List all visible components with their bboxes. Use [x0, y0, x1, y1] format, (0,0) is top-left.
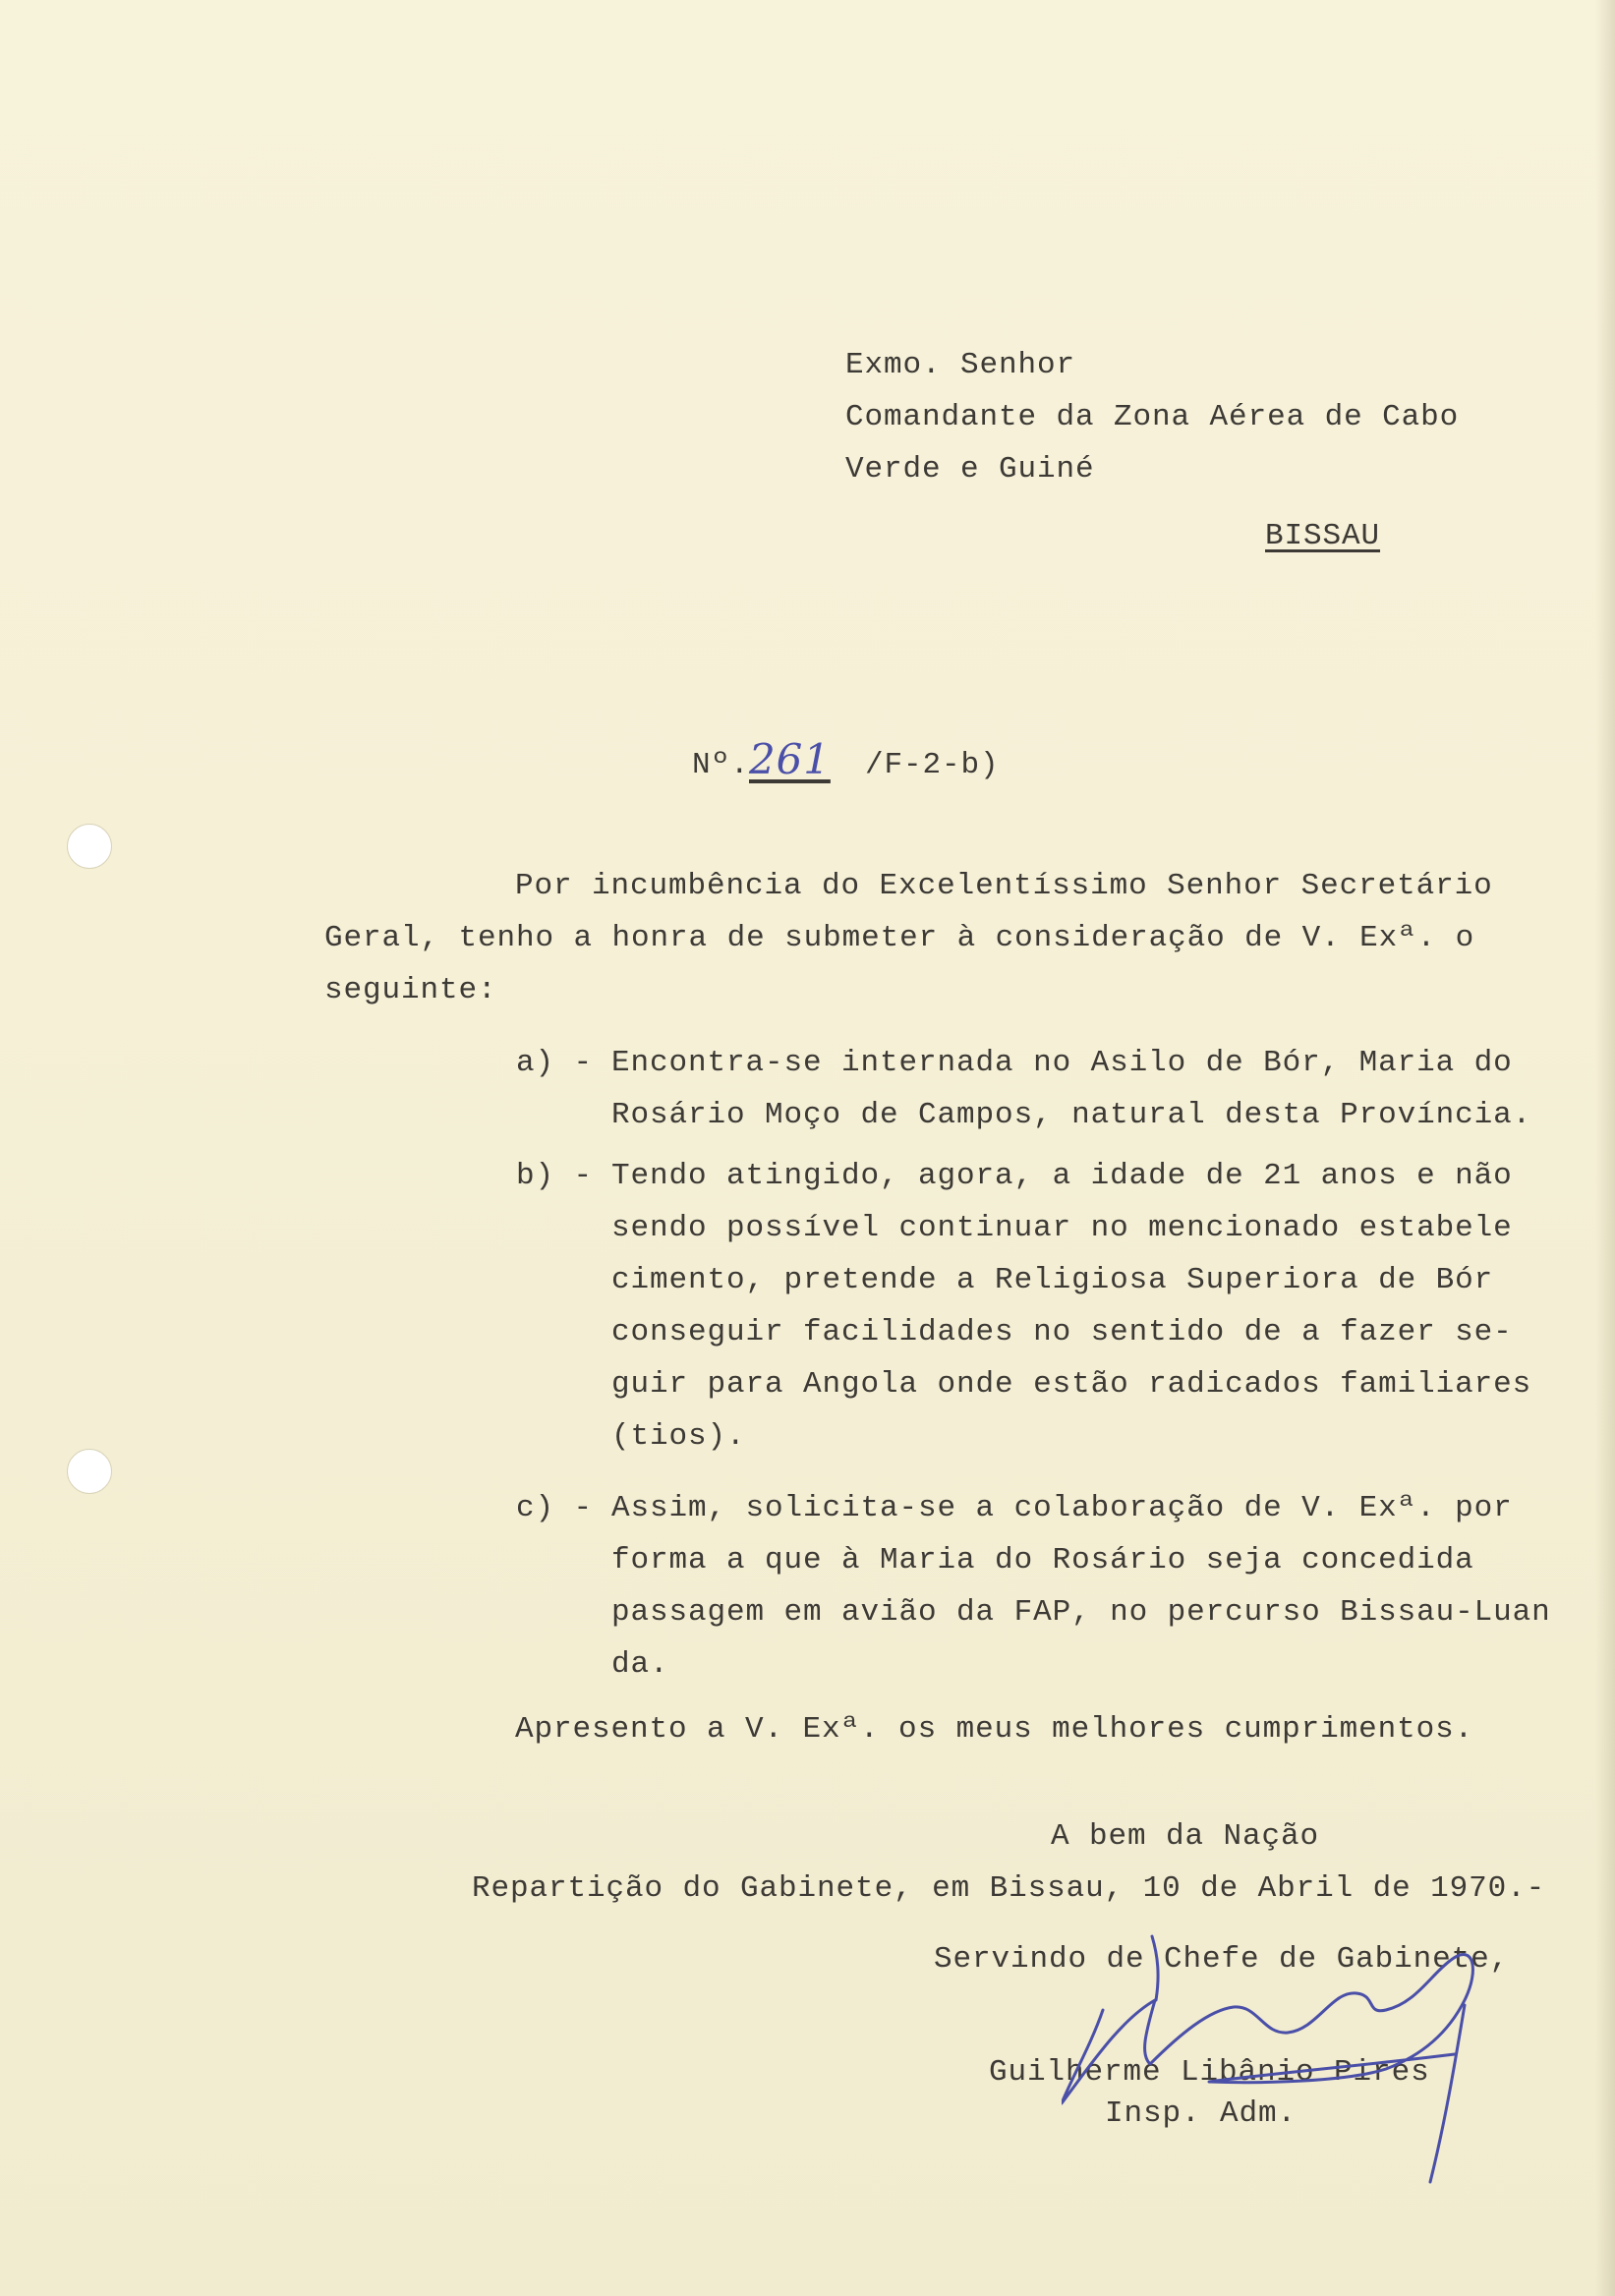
signatory-name: Guilherme Libânio Pires	[989, 2055, 1430, 2090]
item-line: Encontra-se internada no Asilo de Bór, Maria do	[611, 1046, 1513, 1080]
handwritten-signature	[1062, 1917, 1573, 2192]
item-line: (tios).	[611, 1419, 746, 1454]
item-line: sendo possível continuar no mencionado estabele	[611, 1211, 1513, 1245]
reference-suffix: /F-2-b)	[865, 748, 1000, 782]
reference-handwritten-number: 261	[749, 735, 831, 783]
place-date: Repartição do Gabinete, em Bissau, 10 de Abril de 1970.-	[472, 1871, 1546, 1906]
intro-line: Geral, tenho a honra de submeter à consideração de V. Exª. o	[324, 921, 1475, 955]
signatory-title: Insp. Adm.	[1105, 2096, 1298, 2131]
item-line: cimento, pretende a Religiosa Superiora de Bór	[611, 1263, 1494, 1297]
addressee-position-cont: Verde e Guiné	[845, 452, 1095, 487]
signatory-role: Servindo de Chefe de Gabinete,	[934, 1942, 1510, 1977]
paper-edge-shadow	[1595, 0, 1615, 2296]
punch-hole-top	[67, 824, 112, 869]
intro-line: Por incumbência do Excelentíssimo Senhor Secretário	[515, 869, 1493, 903]
intro-line: seguinte:	[324, 973, 497, 1007]
addressee-position: Comandante da Zona Aérea de Cabo	[845, 400, 1460, 434]
salutation: A bem da Nação	[1051, 1819, 1320, 1854]
closing-line: Apresento a V. Exª. os meus melhores cumprimentos.	[515, 1712, 1474, 1747]
item-marker: b) -	[516, 1159, 594, 1193]
addressee-salutation: Exmo. Senhor	[845, 348, 1076, 382]
item-line: guir para Angola onde estão radicados familiares	[611, 1367, 1532, 1402]
item-line: conseguir facilidades no sentido de a fazer se-	[611, 1315, 1513, 1349]
item-line: Rosário Moço de Campos, natural desta Província.	[611, 1098, 1532, 1132]
item-line: passagem em avião da FAP, no percurso Bissau-Luan	[611, 1595, 1551, 1630]
reference-prefix: Nº.	[692, 748, 750, 782]
item-line: Tendo atingido, agora, a idade de 21 anos e não	[611, 1159, 1513, 1193]
item-line: da.	[611, 1647, 669, 1682]
item-line: Assim, solicita-se a colaboração de V. Exª. por	[611, 1491, 1513, 1525]
item-line: forma a que à Maria do Rosário seja concedida	[611, 1543, 1474, 1578]
item-marker: a) -	[516, 1046, 594, 1080]
punch-hole-bottom	[67, 1449, 112, 1494]
addressee-city: BISSAU	[1265, 519, 1381, 553]
item-marker: c) -	[516, 1491, 594, 1525]
